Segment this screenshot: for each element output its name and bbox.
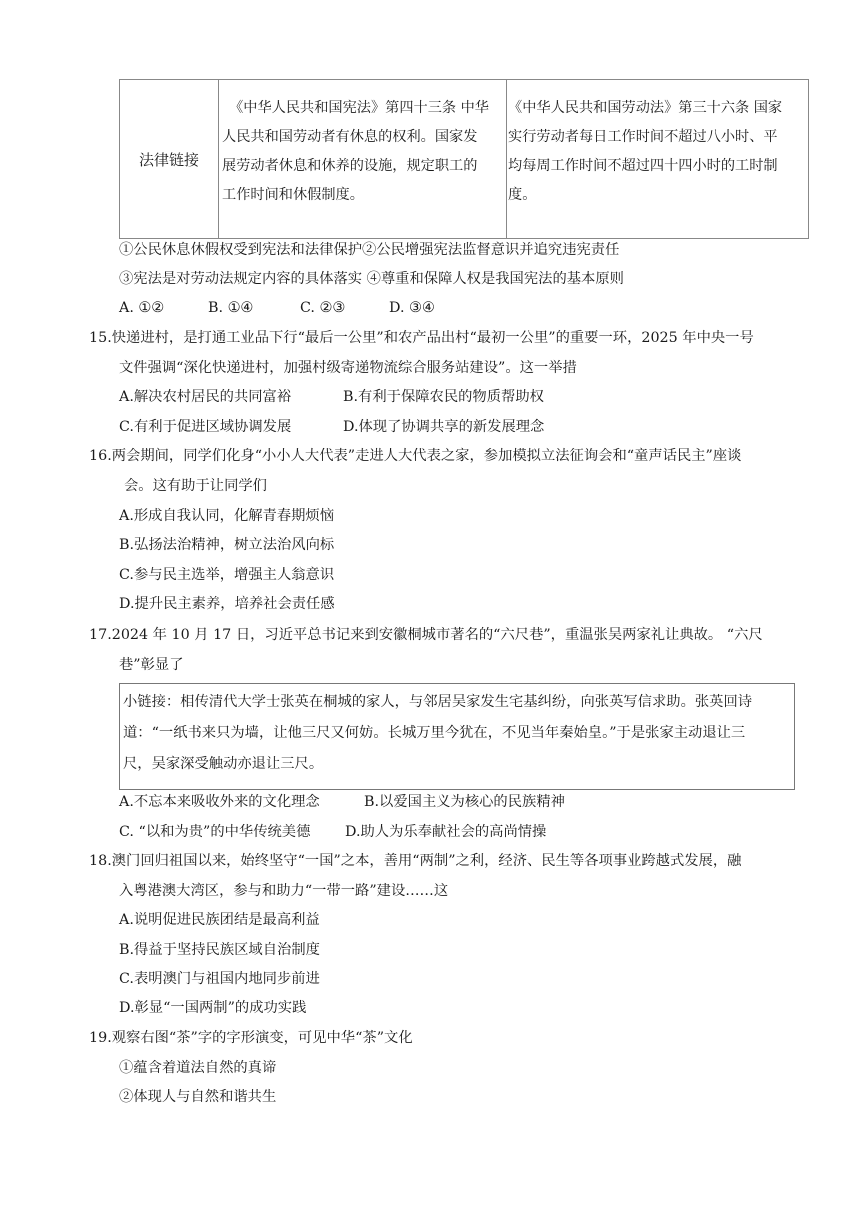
q14-option-a[interactable]: A. ①② <box>119 300 165 316</box>
q17-option-c[interactable]: C. “以和为贵”的中华传统美德 <box>119 824 311 840</box>
q16-stem: 16.两会期间，同学们化身“小小人大代表”走进人大代表之家，参加模拟立法征询会和“童声话民主”座谈 <box>89 448 742 464</box>
q17-stem: 巷”彰显了 <box>119 657 184 673</box>
law-link-heading: 法律链接 <box>120 80 219 238</box>
q17-option-a[interactable]: A.不忘本来吸收外来的文化理念 <box>119 794 320 810</box>
q16-stem: 会。这有助于让同学们 <box>124 478 267 494</box>
q15-stem: 文件强调“深化快递进村，加强村级寄递物流综合服务站建设”。这一举措 <box>119 360 577 376</box>
constitution-article-cell <box>219 80 507 238</box>
q18-option-c[interactable]: C.表明澳门与祖国内地同步前进 <box>119 971 320 987</box>
q17-box-line: 尺，吴家深受触动亦退让三尺。 <box>123 756 324 772</box>
q19-statement: ②体现人与自然和谐共生 <box>119 1089 277 1105</box>
q16-option-d[interactable]: D.提升民主素养，培养社会责任感 <box>119 596 335 612</box>
q14-option-c[interactable]: C. ②③ <box>300 300 346 316</box>
q18-stem: 入粤港澳大湾区，参与和助力“一带一路”建设……这 <box>119 883 449 899</box>
q17-box-line: 道：“一纸书来只为墙，让他三尺又何妨。长城万里今犹在，不见当年秦始皇。”于是张家主动退让三 <box>123 725 746 741</box>
constitution-line: 《中华人民共和国宪法》第四十三条 中华 <box>222 100 489 116</box>
labor-law-line: 实行劳动者每日工作时间不超过八小时、平 <box>508 129 778 145</box>
q17-box-line: 小链接：相传清代大学士张英在桐城的家人，与邻居吴家发生宅基纠纷，向张英写信求助。张英回诗 <box>123 694 753 710</box>
q15-option-c[interactable]: C.有利于促进区域协调发展 <box>119 419 292 435</box>
q15-option-a[interactable]: A.解决农村居民的共同富裕 <box>119 389 292 405</box>
q14-option-b[interactable]: B. ①④ <box>208 300 254 316</box>
q16-option-b[interactable]: B.弘扬法治精神，树立法治风向标 <box>119 537 335 553</box>
law-link-table <box>119 79 809 239</box>
q17-link-box <box>119 683 795 790</box>
q16-option-c[interactable]: C.参与民主选举，增强主人翁意识 <box>119 567 335 583</box>
q18-stem: 18.澳门回归祖国以来，始终坚守“一国”之本，善用“两制”之利，经济、民生等各项事业跨越式发展，融 <box>89 853 742 869</box>
q15-stem: 15.快递进村，是打通工业品下行“最后一公里”和农产品出村“最初一公里”的重要一环，2025 年中央一号 <box>89 330 754 346</box>
q18-option-a[interactable]: A.说明促进民族团结是最高利益 <box>119 912 320 928</box>
labor-law-article-cell <box>507 80 808 238</box>
constitution-line: 展劳动者休息和休养的设施，规定职工的 <box>222 158 478 174</box>
q14-statement: ③宪法是对劳动法规定内容的具体落实 ④尊重和保障人权是我国宪法的基本原则 <box>119 271 624 287</box>
constitution-line: 工作时间和休假制度。 <box>222 187 364 203</box>
q19-statement: ①蕴含着道法自然的真谛 <box>119 1060 277 1076</box>
q14-statement: ①公民休息休假权受到宪法和法律保护②公民增强宪法监督意识并追究违宪责任 <box>119 242 620 258</box>
q19-stem: 19.观察右图“茶”字的字形演变，可见中华“茶”文化 <box>89 1030 413 1046</box>
q16-option-a[interactable]: A.形成自我认同，化解青春期烦恼 <box>119 508 335 524</box>
labor-law-line: 均每周工作时间不超过四十四小时的工时制 <box>508 158 778 174</box>
q18-option-b[interactable]: B.得益于坚持民族区域自治制度 <box>119 942 320 958</box>
q14-option-d[interactable]: D. ③④ <box>389 300 435 316</box>
labor-law-line: 《中华人民共和国劳动法》第三十六条 国家 <box>508 100 783 116</box>
q15-option-d[interactable]: D.体现了协调共享的新发展理念 <box>343 419 545 435</box>
q18-option-d[interactable]: D.彰显“一国两制”的成功实践 <box>119 1000 307 1016</box>
q17-stem: 17.2024 年 10 月 17 日，习近平总书记来到安徽桐城市著名的“六尺巷”，重温张吴两家礼让典故。 “六尺 <box>89 627 763 643</box>
q17-option-d[interactable]: D.助人为乐奉献社会的高尚情操 <box>345 824 547 840</box>
constitution-line: 人民共和国劳动者有休息的权利。国家发 <box>222 129 478 145</box>
labor-law-line: 度。 <box>508 187 537 203</box>
q17-option-b[interactable]: B.以爱国主义为核心的民族精神 <box>364 794 565 810</box>
q15-option-b[interactable]: B.有利于保障农民的物质帮助权 <box>343 389 544 405</box>
